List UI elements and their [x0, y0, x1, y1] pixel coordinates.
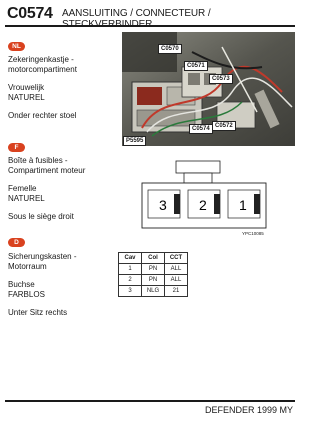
nl-line: motorcompartiment: [8, 65, 77, 74]
section-d-text: [8, 252, 76, 318]
table-cell: 2: [119, 275, 142, 286]
table-cell: 21: [165, 286, 188, 297]
cavity-1-contact: [254, 194, 260, 214]
photo-label: C0573: [209, 74, 233, 84]
cavity-3-contact: [174, 194, 180, 214]
footer-rule: [5, 400, 295, 402]
table-cell: 3: [119, 286, 142, 297]
photo-label: C0572: [212, 121, 236, 131]
d-line: Unter Sitz rechts: [8, 308, 68, 317]
lang-badge-d: D: [8, 238, 25, 247]
photo-ref: P5595: [123, 136, 146, 146]
photo-label: C0574: [189, 124, 213, 134]
table-header-row: [119, 253, 188, 264]
f-line: Boîte à fusibles -: [8, 156, 68, 165]
d-line: FARBLOS: [8, 290, 45, 299]
table-row: [119, 264, 188, 275]
nl-line: Onder rechter stoel: [8, 111, 77, 120]
col-cct: CCT: [165, 253, 188, 264]
nl-line: NATUREL: [8, 93, 45, 102]
cavity-number: 2: [199, 197, 207, 213]
footer-model: DEFENDER 1999 MY: [204, 405, 293, 415]
photo-label: C0570: [158, 44, 182, 54]
nl-line: Vrouwelijk: [8, 83, 45, 92]
d-line: Buchse: [8, 280, 35, 289]
table-cell: PN: [142, 264, 165, 275]
photo-label: C0571: [184, 61, 208, 71]
table-cell: PN: [142, 275, 165, 286]
connector-face-diagram: [140, 160, 270, 235]
table-cell: NLG: [142, 286, 165, 297]
nl-line: Zekeringenkastje -: [8, 55, 74, 64]
cavity-number: 3: [159, 197, 167, 213]
cavity-number: 1: [239, 197, 247, 213]
table-row: [119, 286, 188, 297]
connector-code: C0574: [7, 5, 53, 22]
col-cav: Cav: [119, 253, 142, 264]
table-cell: ALL: [165, 275, 188, 286]
section-f-text: [8, 156, 85, 222]
f-line: Sous le siège droit: [8, 212, 74, 221]
f-line: Compartiment moteur: [8, 166, 86, 175]
table-cell: 1: [119, 264, 142, 275]
d-line: Motorraum: [8, 262, 47, 271]
cavity-2-contact: [214, 194, 220, 214]
col-col: Col: [142, 253, 165, 264]
section-nl-text: [8, 55, 77, 121]
f-line: NATUREL: [8, 194, 45, 203]
page-title: AANSLUITING / CONNECTEUR /: [62, 8, 211, 19]
table-row: [119, 275, 188, 286]
connector-photo: [122, 32, 295, 146]
lang-badge-nl: NL: [8, 42, 25, 51]
diagram-ref: YPC10085: [242, 231, 264, 236]
header-rule: [5, 25, 295, 27]
d-line: Sicherungskasten -: [8, 252, 77, 261]
f-line: Femelle: [8, 184, 37, 193]
pin-table: [118, 252, 188, 297]
table-cell: ALL: [165, 264, 188, 275]
lang-badge-f: F: [8, 143, 25, 152]
